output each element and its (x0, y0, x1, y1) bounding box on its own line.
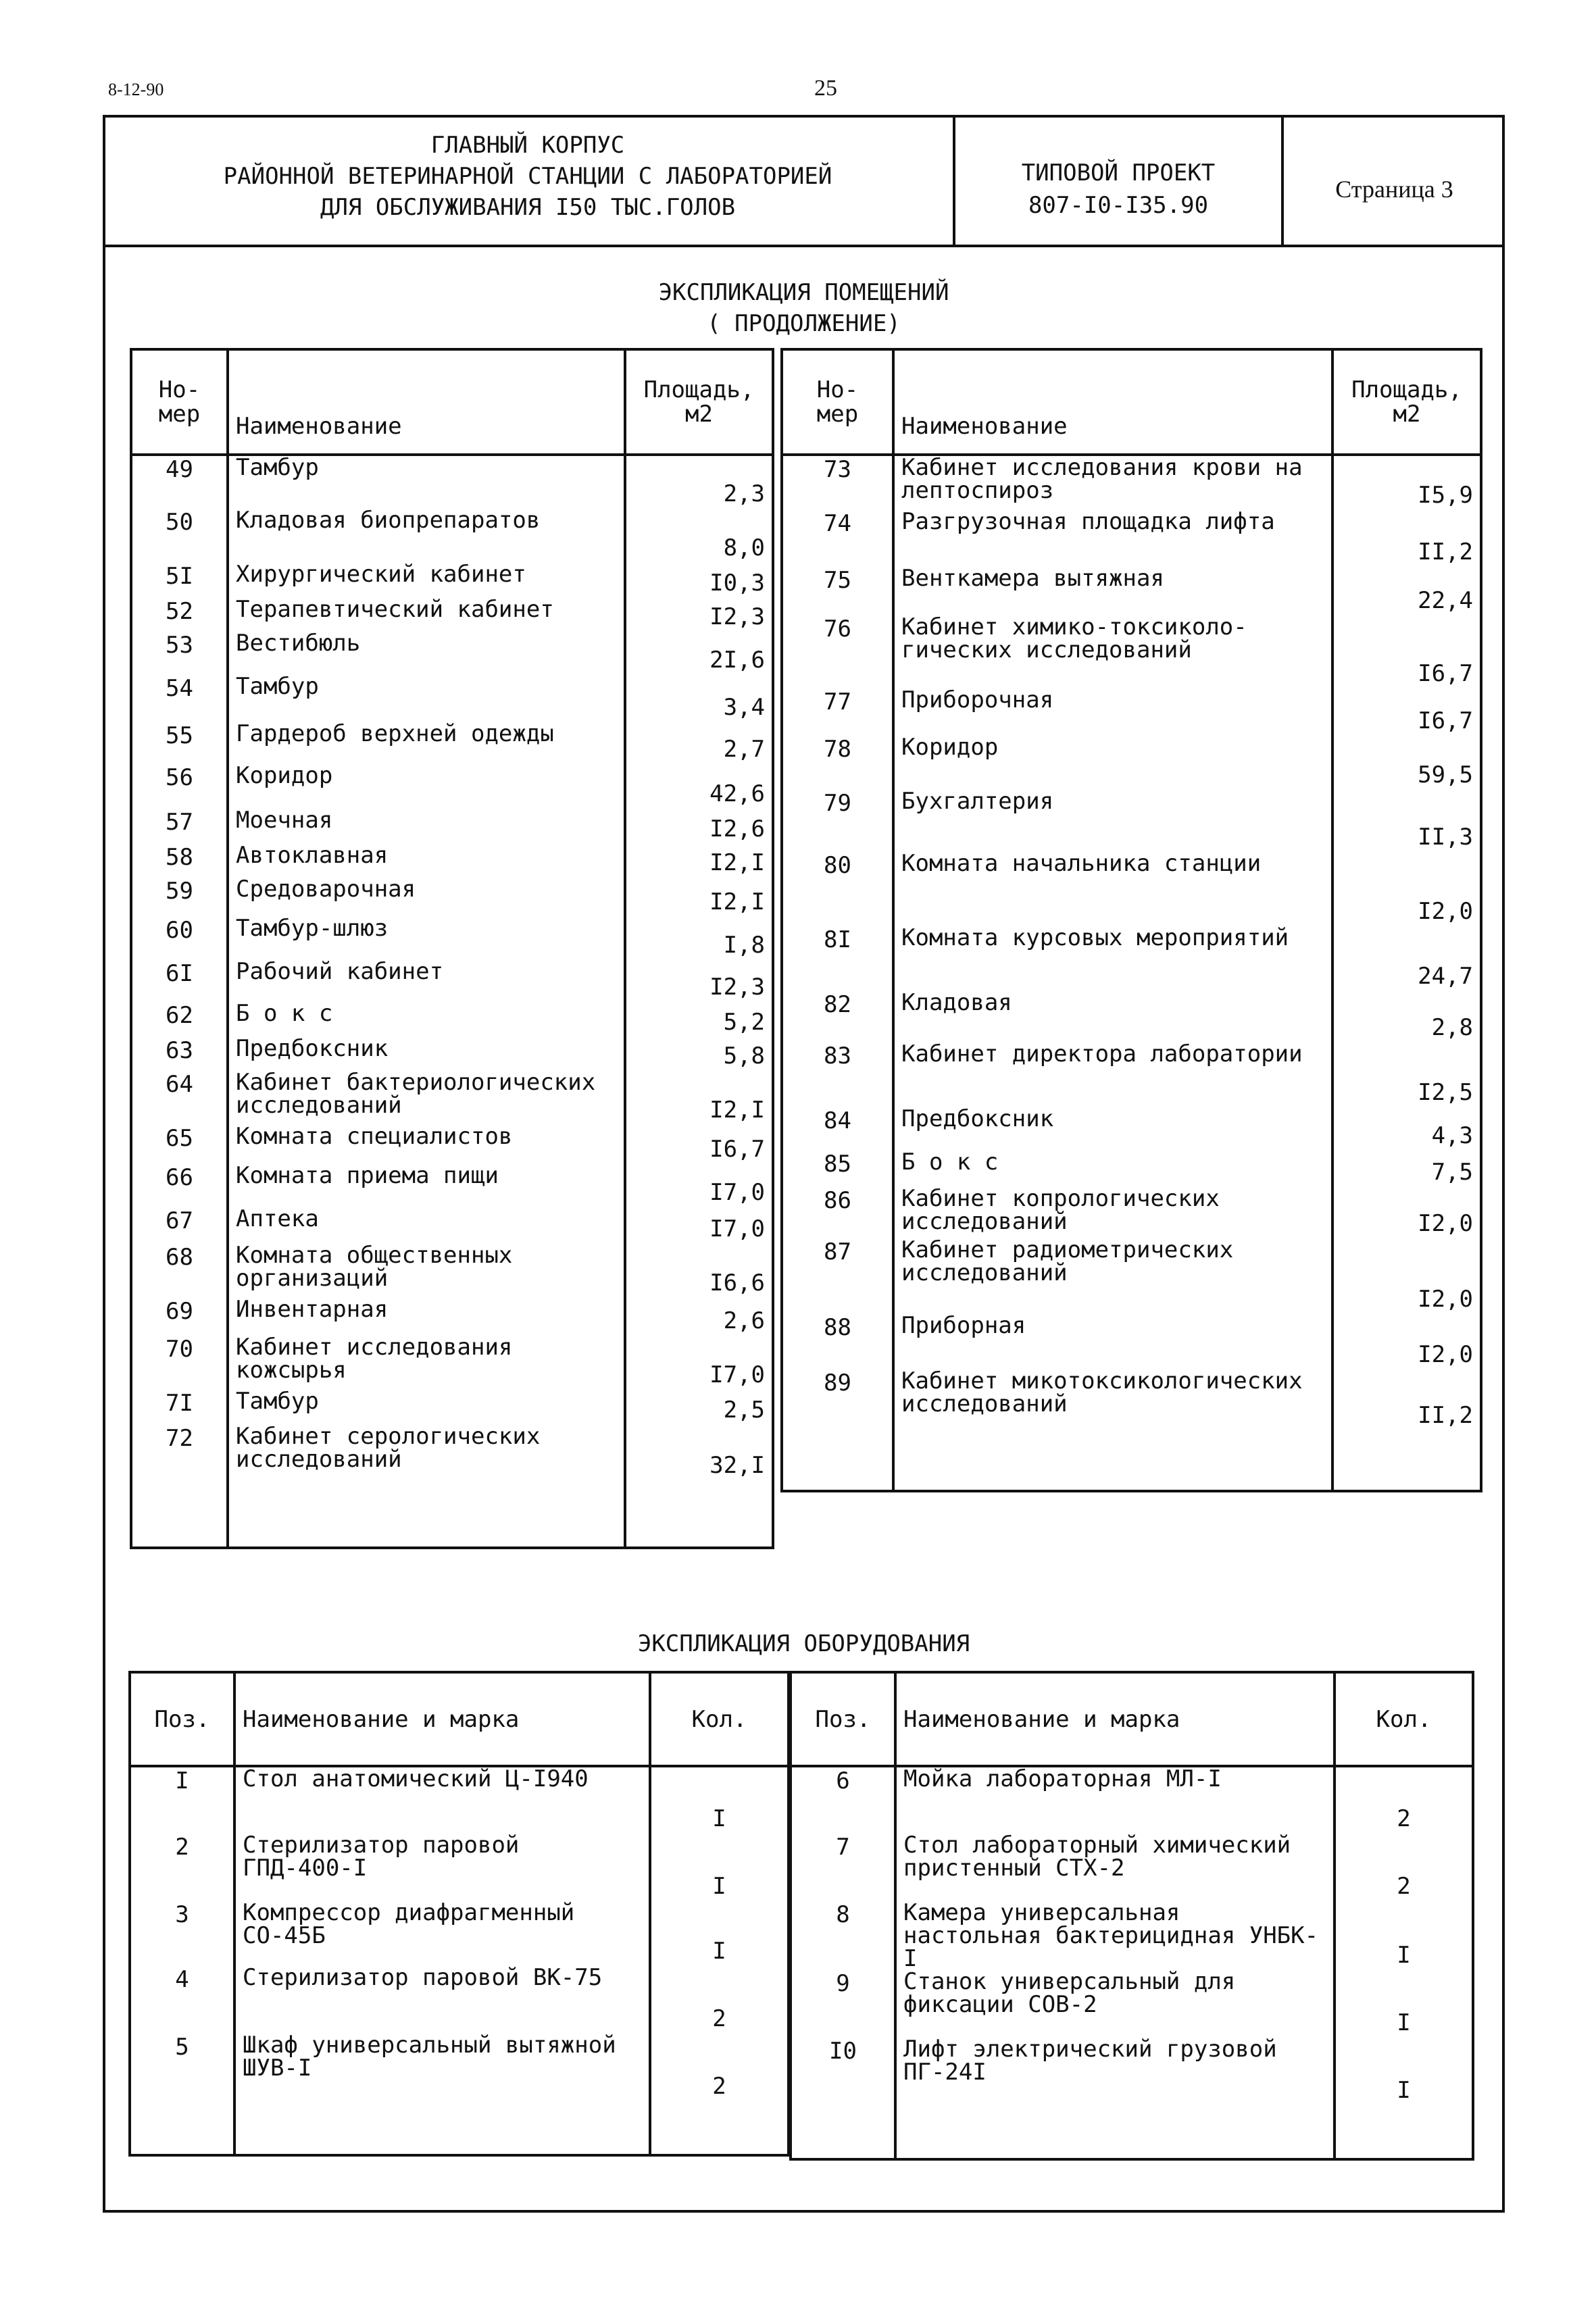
rooms-subtitle: ( ПРОДОЛЖЕНИЕ) (707, 310, 901, 337)
cell-num: 53 (131, 632, 228, 675)
table-row (131, 1298, 773, 1336)
table-filler-cell (650, 2101, 789, 2155)
cell-name: Венткамера вытяжная (893, 567, 1332, 615)
cell-qty: 2 (1335, 1834, 1473, 1901)
table-row (131, 1164, 773, 1207)
cell-name: Бухгалтерия (893, 790, 1332, 852)
cell-name: Кабинет радиометрических исследований (893, 1238, 1332, 1314)
cell-pos: 8 (791, 1901, 895, 1970)
header-area (1332, 349, 1481, 455)
table-filler-cell (893, 1430, 1332, 1491)
cell-num: 59 (131, 878, 228, 917)
rooms-table-right (780, 348, 1482, 1492)
table-row (131, 722, 773, 764)
table-row (782, 1314, 1481, 1369)
cell-qty: I (650, 1834, 789, 1901)
header-name (228, 349, 625, 455)
cell-name: Стерилизатор паровой ГПД-400-I (234, 1834, 650, 1901)
cell-name: Аптека (228, 1207, 625, 1244)
table-row (131, 509, 773, 563)
table-filler-cell (1332, 1430, 1481, 1491)
cell-pos: 6 (791, 1766, 895, 1834)
cell-num: 58 (131, 844, 228, 878)
table-row (131, 598, 773, 632)
table-row (791, 1834, 1473, 1901)
header-area-text: Площадь, м2 (643, 376, 755, 428)
cell-num: 6I (131, 960, 228, 1002)
cell-name: Инвентарная (228, 1298, 625, 1336)
cell-name: Автоклавная (228, 844, 625, 878)
sheet-code: 8-12-90 (108, 80, 164, 99)
cell-name: Тамбур-шлюз (228, 917, 625, 960)
project-label: ТИПОВОЙ ПРОЕКТ (1021, 159, 1216, 186)
cell-num: 66 (131, 1164, 228, 1207)
cell-area: I2,0 (1332, 1187, 1481, 1238)
cell-area: 5,2 (625, 1002, 773, 1037)
cell-area: 2I,6 (625, 632, 773, 675)
cell-name: Тамбур (228, 455, 625, 509)
table-row (782, 736, 1481, 790)
cell-name: Камера универсальная настольная бактерицидная УНБК-I (895, 1901, 1335, 1970)
cell-area: I6,7 (1332, 615, 1481, 688)
cell-area: 22,4 (1332, 567, 1481, 615)
cell-num: 75 (782, 567, 893, 615)
cell-area: 3,4 (625, 675, 773, 722)
table-row (131, 1390, 773, 1425)
table-row (131, 1071, 773, 1125)
cell-area: 7,5 (1332, 1151, 1481, 1187)
cell-name: Предбоксник (893, 1107, 1332, 1151)
cell-pos: 3 (130, 1901, 234, 1966)
cell-area: I6,6 (625, 1244, 773, 1298)
cell-name: Стерилизатор паровой ВК-75 (234, 1966, 650, 2034)
table-row (782, 790, 1481, 852)
cell-num: 79 (782, 790, 893, 852)
header-name-text: Наименование (236, 413, 402, 440)
title-line-3: ДЛЯ ОБСЛУЖИВАНИЯ I50 ТЫС.ГОЛОВ (320, 194, 736, 221)
cell-area: I2,3 (625, 960, 773, 1002)
table-row (782, 1042, 1481, 1107)
cell-num: 63 (131, 1037, 228, 1071)
table-row (131, 455, 773, 509)
cell-pos: 7 (791, 1834, 895, 1901)
cell-num: 49 (131, 455, 228, 509)
cell-name: Рабочий кабинет (228, 960, 625, 1002)
cell-area: I6,7 (1332, 688, 1481, 736)
table-row (782, 1107, 1481, 1151)
cell-name: Кабинет директора лаборатории (893, 1042, 1332, 1107)
cell-area: 2,7 (625, 722, 773, 764)
table-row (782, 1187, 1481, 1238)
header-number-text: Но- мер (816, 376, 859, 428)
cell-num: 88 (782, 1314, 893, 1369)
table-row (130, 1966, 789, 2034)
cell-num: 89 (782, 1369, 893, 1430)
cell-name: Коридор (893, 736, 1332, 790)
title-block (103, 115, 1505, 247)
cell-name: Шкаф универсальный вытяжной ШУВ-I (234, 2034, 650, 2101)
cell-num: 54 (131, 675, 228, 722)
table-row (131, 563, 773, 598)
cell-num: 78 (782, 736, 893, 790)
header-name: Наименование и марка (234, 1672, 650, 1766)
cell-area: 2,5 (625, 1390, 773, 1425)
header-name (893, 349, 1332, 455)
title-line-2: РАЙОННОЙ ВЕТЕРИНАРНОЙ СТАНЦИИ С ЛАБОРАТОРИЕЙ (223, 163, 832, 190)
cell-num: 7I (131, 1390, 228, 1425)
cell-area: I2,I (625, 1071, 773, 1125)
table-row (131, 764, 773, 809)
table-header-row (130, 1672, 789, 1766)
cell-num: 84 (782, 1107, 893, 1151)
cell-num: 65 (131, 1125, 228, 1164)
table-row (782, 1151, 1481, 1187)
cell-area: 59,5 (1332, 736, 1481, 790)
cell-name: Средоварочная (228, 878, 625, 917)
cell-area: II,3 (1332, 790, 1481, 852)
cell-name: Комната специалистов (228, 1125, 625, 1164)
cell-name: Тамбур (228, 1390, 625, 1425)
table-row (131, 1207, 773, 1244)
table-row (791, 1766, 1473, 1834)
cell-area: 32,I (625, 1425, 773, 1480)
table-row (131, 917, 773, 960)
cell-pos: 9 (791, 1970, 895, 2038)
table-row (130, 1834, 789, 1901)
cell-num: 77 (782, 688, 893, 736)
header-area-text: Площадь, м2 (1351, 376, 1462, 428)
table-row (130, 2034, 789, 2101)
cell-area: 24,7 (1332, 926, 1481, 991)
table-row (131, 844, 773, 878)
table-filler-cell (234, 2101, 650, 2155)
cell-area: I7,0 (625, 1336, 773, 1390)
cell-num: 57 (131, 809, 228, 844)
header-pos: Поз. (130, 1672, 234, 1766)
cell-name: Мойка лабораторная МЛ-I (895, 1766, 1335, 1834)
cell-area: I2,6 (625, 809, 773, 844)
cell-num: 70 (131, 1336, 228, 1390)
cell-num: 67 (131, 1207, 228, 1244)
cell-name: Кладовая биопрепаратов (228, 509, 625, 563)
table-filler-cell (782, 1430, 893, 1491)
table-row (131, 1002, 773, 1037)
table-row (782, 1369, 1481, 1430)
table-row (791, 2038, 1473, 2105)
table-filler-cell (895, 2105, 1335, 2159)
cell-num: 83 (782, 1042, 893, 1107)
title-block-page: Страница 3 (1335, 176, 1453, 203)
table-filler-row (782, 1430, 1481, 1491)
table-row (131, 1425, 773, 1480)
header-qty: Кол. (650, 1672, 789, 1766)
equipment-table-left (128, 1671, 790, 2157)
table-row (782, 455, 1481, 510)
page-number: 25 (814, 76, 837, 101)
table-row (782, 926, 1481, 991)
cell-name: Предбоксник (228, 1037, 625, 1071)
rooms-table-left (130, 348, 774, 1549)
cell-area: I2,I (625, 844, 773, 878)
title-block-name (103, 115, 955, 245)
table-row (131, 878, 773, 917)
cell-name: Разгрузочная площадка лифта (893, 510, 1332, 567)
cell-area: 2,8 (1332, 991, 1481, 1042)
cell-qty: I (1335, 1970, 1473, 2038)
table-row (131, 809, 773, 844)
table-row (131, 1244, 773, 1298)
cell-num: 87 (782, 1238, 893, 1314)
table-row (782, 991, 1481, 1042)
cell-area: I2,0 (1332, 852, 1481, 926)
header-number (131, 349, 228, 455)
cell-num: 69 (131, 1298, 228, 1336)
cell-num: 64 (131, 1071, 228, 1125)
cell-pos: 2 (130, 1834, 234, 1901)
cell-name: Гардероб верхней одежды (228, 722, 625, 764)
cell-area: I2,I (625, 878, 773, 917)
cell-area: I2,0 (1332, 1238, 1481, 1314)
cell-name: Моечная (228, 809, 625, 844)
cell-area: 4,3 (1332, 1107, 1481, 1151)
cell-num: 5I (131, 563, 228, 598)
table-filler-cell (131, 1480, 228, 1548)
cell-num: 72 (131, 1425, 228, 1480)
cell-num: 52 (131, 598, 228, 632)
table-header-row (131, 349, 773, 455)
table-row (791, 1901, 1473, 1970)
table-row (131, 1125, 773, 1164)
table-row (782, 852, 1481, 926)
table-row (131, 960, 773, 1002)
cell-name: Компрессор диафрагменный СО-45Б (234, 1901, 650, 1966)
cell-name: Тамбур (228, 675, 625, 722)
cell-name: Комната курсовых мероприятий (893, 926, 1332, 991)
table-row (782, 510, 1481, 567)
cell-area: I6,7 (625, 1125, 773, 1164)
cell-pos: 4 (130, 1966, 234, 2034)
cell-area: II,2 (1332, 510, 1481, 567)
cell-name: Коридор (228, 764, 625, 809)
cell-area: I2,3 (625, 598, 773, 632)
cell-area: 8,0 (625, 509, 773, 563)
cell-num: 8I (782, 926, 893, 991)
cell-num: 62 (131, 1002, 228, 1037)
cell-pos: I (130, 1766, 234, 1834)
header-name: Наименование и марка (895, 1672, 1335, 1766)
table-row (782, 567, 1481, 615)
rooms-section-heading (103, 277, 1505, 339)
table-row (782, 1238, 1481, 1314)
table-row (131, 675, 773, 722)
header-pos: Поз. (791, 1672, 895, 1766)
cell-name: Комната общественных организаций (228, 1244, 625, 1298)
table-filler-cell (791, 2105, 895, 2159)
cell-num: 74 (782, 510, 893, 567)
cell-area: 42,6 (625, 764, 773, 809)
table-row (791, 1970, 1473, 2038)
cell-name: Кабинет бактериологических исследований (228, 1071, 625, 1125)
cell-num: 85 (782, 1151, 893, 1187)
cell-name: Кабинет серологических исследований (228, 1425, 625, 1480)
cell-num: 86 (782, 1187, 893, 1238)
rooms-title: ЭКСПЛИКАЦИЯ ПОМЕЩЕНИЙ (658, 279, 949, 306)
cell-num: 55 (131, 722, 228, 764)
cell-num: 50 (131, 509, 228, 563)
table-row (782, 615, 1481, 688)
cell-name: Хирургический кабинет (228, 563, 625, 598)
table-filler-row (131, 1480, 773, 1548)
cell-num: 56 (131, 764, 228, 809)
table-row (131, 632, 773, 675)
cell-qty: I (650, 1901, 789, 1966)
table-filler-cell (228, 1480, 625, 1548)
project-number: 807-I0-I35.90 (1028, 192, 1209, 219)
table-filler-cell (625, 1480, 773, 1548)
cell-name: Лифт электрический грузовой ПГ-24I (895, 2038, 1335, 2105)
header-name-text: Наименование (901, 413, 1068, 440)
cell-area: I2,0 (1332, 1314, 1481, 1369)
equipment-title: ЭКСПЛИКАЦИЯ ОБОРУДОВАНИЯ (637, 1630, 970, 1657)
table-row (782, 688, 1481, 736)
header-number (782, 349, 893, 455)
table-row (130, 1901, 789, 1966)
cell-area: II,2 (1332, 1369, 1481, 1430)
cell-num: 76 (782, 615, 893, 688)
cell-name: Б о к с (228, 1002, 625, 1037)
header-area (625, 349, 773, 455)
cell-name: Б о к с (893, 1151, 1332, 1187)
cell-num: 82 (782, 991, 893, 1042)
cell-pos: 5 (130, 2034, 234, 2101)
cell-num: 80 (782, 852, 893, 926)
table-row (131, 1336, 773, 1390)
cell-area: 2,3 (625, 455, 773, 509)
cell-area: I2,5 (1332, 1042, 1481, 1107)
cell-qty: I (650, 1766, 789, 1834)
cell-name: Кабинет копрологических исследований (893, 1187, 1332, 1238)
cell-qty: 2 (650, 1966, 789, 2034)
cell-area: 2,6 (625, 1298, 773, 1336)
table-row (130, 1766, 789, 1834)
cell-name: Станок универсальный для фиксации СОВ-2 (895, 1970, 1335, 2038)
cell-name: Приборная (893, 1314, 1332, 1369)
table-row (131, 1037, 773, 1071)
equipment-table-right (789, 1671, 1474, 2161)
table-filler-row (791, 2105, 1473, 2159)
title-block-project (955, 115, 1284, 245)
table-filler-row (130, 2101, 789, 2155)
table-filler-cell (130, 2101, 234, 2155)
cell-name: Кабинет химико-токсиколо-гических исследований (893, 615, 1332, 688)
cell-name: Комната начальника станции (893, 852, 1332, 926)
cell-qty: I (1335, 2038, 1473, 2105)
cell-name: Терапевтический кабинет (228, 598, 625, 632)
cell-area: I5,9 (1332, 455, 1481, 510)
cell-name: Стол лабораторный химический пристенный СТХ-2 (895, 1834, 1335, 1901)
cell-area: I,8 (625, 917, 773, 960)
cell-num: 60 (131, 917, 228, 960)
cell-area: I0,3 (625, 563, 773, 598)
cell-area: I7,0 (625, 1207, 773, 1244)
cell-num: 73 (782, 455, 893, 510)
cell-name: Вестибюль (228, 632, 625, 675)
table-filler-cell (1335, 2105, 1473, 2159)
cell-name: Кабинет исследования кожсырья (228, 1336, 625, 1390)
cell-pos: I0 (791, 2038, 895, 2105)
cell-name: Кабинет исследования крови на лептоспироз (893, 455, 1332, 510)
cell-name: Кабинет микотоксикологических исследований (893, 1369, 1332, 1430)
header-number-text: Но- мер (158, 376, 201, 428)
cell-name: Комната приема пищи (228, 1164, 625, 1207)
cell-area: 5,8 (625, 1037, 773, 1071)
cell-qty: 2 (1335, 1766, 1473, 1834)
cell-name: Стол анатомический Ц-I940 (234, 1766, 650, 1834)
table-header-row (782, 349, 1481, 455)
cell-area: I7,0 (625, 1164, 773, 1207)
cell-name: Приборочная (893, 688, 1332, 736)
cell-qty: 2 (650, 2034, 789, 2101)
table-header-row (791, 1672, 1473, 1766)
title-line-1: ГЛАВНЫЙ КОРПУС (430, 132, 625, 159)
cell-num: 68 (131, 1244, 228, 1298)
cell-name: Кладовая (893, 991, 1332, 1042)
cell-qty: I (1335, 1901, 1473, 1970)
header-qty: Кол. (1335, 1672, 1473, 1766)
